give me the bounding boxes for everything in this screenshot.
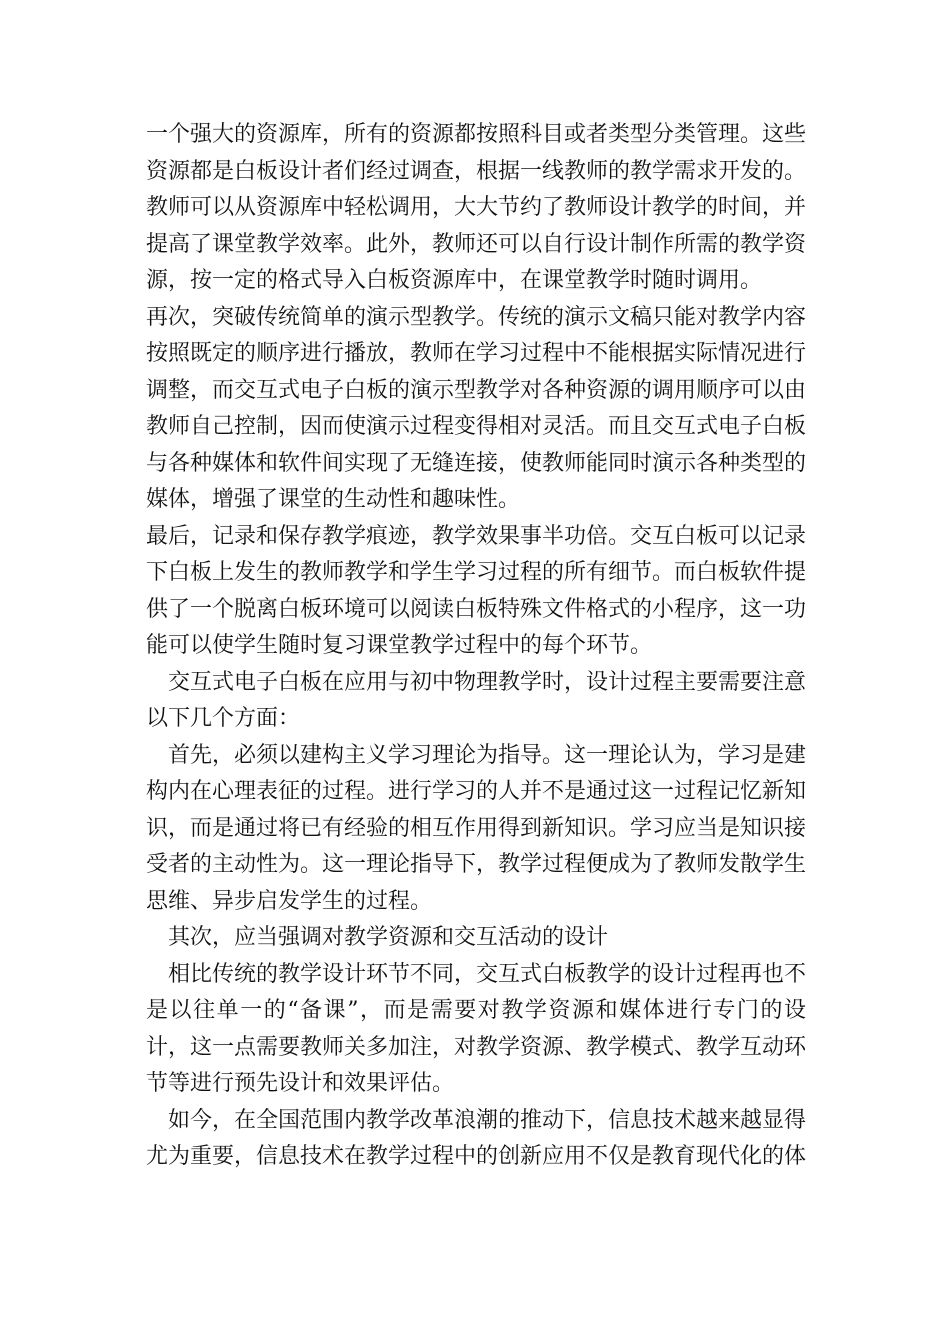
paragraph-demonstration-teaching: 再次，突破传统简单的演示型教学。传统的演示文稿只能对教学内容按照既定的顺序进行播放，教师在学习过程中不能根据实际情况进行调整，而交互式电子白板的演示型教学对各种资源的调用顺序可以由教师自己控制，因而使演示过程变得相对灵活。而且交互式电子白板与各种媒体和软件间实现了无缝连接，使教师能同时演示各种类型的媒体，增强了课堂的生动性和趣味性。	[146, 304, 807, 512]
paragraph-design-aspects-intro: 交互式电子白板在应用与初中物理教学时，设计过程主要需要注意以下几个方面：	[146, 669, 807, 731]
paragraph-resource-interaction-design: 其次，应当强调对教学资源和交互活动的设计	[168, 925, 609, 950]
paragraph-record-teaching-traces: 最后，记录和保存教学痕迹，教学效果事半功倍。交互白板可以记录下白板上发生的教师教学和学生学习过程的所有细节。而白板软件提供了一个脱离白板环境可以阅读白板特殊文件格式的小程序，这一功能可以使学生随时复习课堂教学过程中的每个环节。	[146, 523, 807, 658]
paragraph-compared-traditional-design: 相比传统的教学设计环节不同，交互式白板教学的设计过程再也不是以往单一的“备课”，而是需要对教学资源和媒体进行专门的设计，这一点需要教师关多加注，对教学资源、教学模式、教学互动环节等进行预先设计和效果评估。	[146, 961, 807, 1096]
paragraph-constructivism: 首先，必须以建构主义学习理论为指导。这一理论认为，学习是建构内在心理表征的过程。进行学习的人并不是通过这一过程记忆新知识，而是通过将已有经验的相互作用得到新知识。学习应当是知识接受者的主动性为。这一理论指导下，教学过程便成为了教师发散学生思维、异步启发学生的过程。	[146, 742, 807, 914]
paragraph-information-technology: 如今，在全国范围内教学改革浪潮的推动下，信息技术越来越显得尤为重要，信息技术在教学过程中的创新应用不仅是教育现代化的体	[146, 1107, 807, 1169]
paragraph-resource-library: 一个强大的资源库，所有的资源都按照科目或者类型分类管理。这些资源都是白板设计者们经过调查，根据一线教师的教学需求开发的。教师可以从资源库中轻松调用，大大节约了教师设计教学的时间，并提高了课堂教学效率。此外，教师还可以自行设计制作所需的教学资源，按一定的格式导入白板资源库中，在课堂教学时随时调用。	[146, 122, 807, 293]
document-body	[146, 117, 806, 1176]
